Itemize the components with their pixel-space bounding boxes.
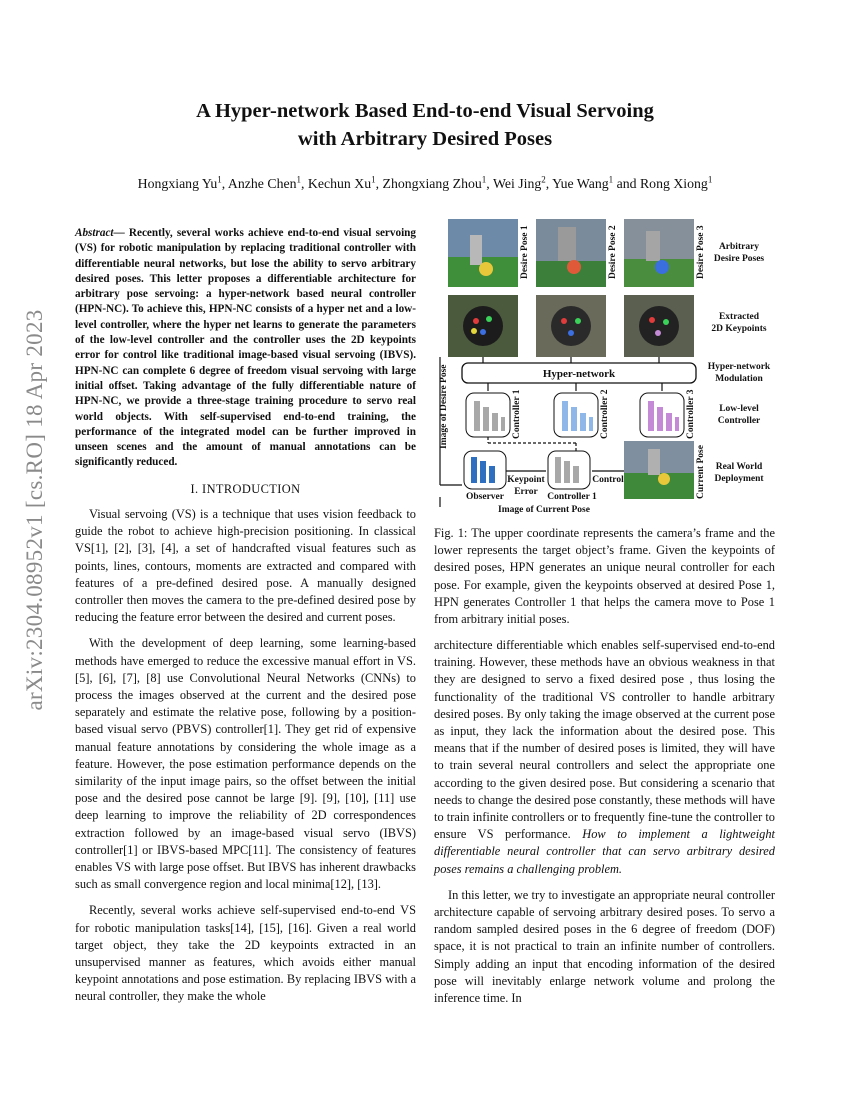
control-label: Control xyxy=(592,475,624,485)
lowlevel-label-2: Controller xyxy=(717,416,761,426)
error-label: Error xyxy=(514,487,538,497)
image-of-desire-pose-label: Image of Desire Pose xyxy=(439,364,449,449)
author: Kechun Xu$^1$, xyxy=(307,174,383,191)
desire-pose-1-label: Desire Pose 1 xyxy=(520,225,530,279)
section-heading: I. INTRODUCTION xyxy=(190,481,301,496)
controller-1-bottom-icon xyxy=(548,451,590,489)
abstract-label: Abstract xyxy=(75,227,114,239)
keypoints-photo-2 xyxy=(536,295,606,357)
paper-title xyxy=(75,97,775,153)
title-line-2: with Arbitrary Desired Poses xyxy=(297,128,553,150)
extracted-label-2: 2D Keypoints xyxy=(711,324,767,334)
hypernetwork-label: Hyper-network xyxy=(542,368,616,380)
author: Wei Jing$^2$, xyxy=(492,174,553,191)
hn-mod-label-2: Modulation xyxy=(715,374,763,384)
figure-caption: Fig. 1: The upper coordinate represents the camera’s frame and the lower represents the target object’s frame. Given the keypoints of desired poses, HPN generates an unique neural controller for each pose. For example, given the keypoints observed at desired Pose 1, HPN generates Controller 1 that helps the camera move to Pose 1 from arbitrary initial poses. xyxy=(434,526,775,627)
hn-mod-label: Hyper-network xyxy=(707,362,771,372)
arxiv-stamp xyxy=(12,290,58,730)
left-column xyxy=(75,226,416,1015)
desire-pose-3-photo xyxy=(624,219,694,287)
title-line-1: A Hyper-network Based End-to-end Visual Servoing xyxy=(196,100,654,122)
author: Zhongxiang Zhou$^1$, xyxy=(382,174,493,191)
paragraph: architecture differentiable which enables self-supervised end-to-end training. However, these methods have an obvious weakness in that they are designed to servo a fixed desired pose , thus losing the functionality of the traditional VS controller to handle arbitrary desired poses. By only taking the image observed at the current pose as input, they lack the information about the desired pose. This means that if the number of desired poses is limited, they will have to train several neural controllers and select the appropriate one according to the given desired pose. But considering a scenario that needs to change the desired pose constantly, these methods will have to train infinite controllers or to frequently fine-tune the controller to ensure VS performance. How to implement a lightweight differentiable neural controller that can servo arbitrary desired poses remains a challenging problem. xyxy=(434,638,775,876)
controller-3-icon xyxy=(640,393,684,437)
author: Rong Xiong$^1$ xyxy=(639,174,713,191)
real-world-label-2: Deployment xyxy=(714,474,764,484)
desire-pose-3-label: Desire Pose 3 xyxy=(696,225,706,279)
keypoints-photo-1 xyxy=(448,295,518,357)
observer-icon xyxy=(464,451,506,489)
author: Hongxiang Yu$^1$, xyxy=(137,174,228,191)
author-list xyxy=(75,174,775,192)
paragraph: Recently, several works achieve self-supervised end-to-end VS for robotic manipulation tasks[14], [15], [16]. Given a real world target object, they take the 2D keypoints extracted in an unsupervised manner as features, which avoids either manual keypoint annotations and pose estimation. By replacing IBVS with a neural controller, they make the whole xyxy=(75,903,416,1004)
paragraph: Visual servoing (VS) is a technique that uses vision feedback to guide the robot to achieve high-precision positioning. In classical VS[1], [2], [3], [4], a set of handcrafted visual features such as points, lines, contours, moments are extracted and compared with features of a pre-defined desired pose. A manually designed controller then moves the camera to the pre-defined desired pose by reducing the feature error between the desired and current poses. xyxy=(75,506,416,625)
arxiv-stamp-text: arXiv:2304.08952v1 [cs.RO] 18 Apr 2023 xyxy=(22,309,47,711)
abstract xyxy=(75,226,416,471)
arbitrary-label-2: Desire Poses xyxy=(713,254,765,264)
controller-2-label: Controller 2 xyxy=(600,389,610,439)
italic-emphasis: How to implement a lightweight differentiable neural controller that can servo arbitrary desired poses remains a challenging problem. xyxy=(434,827,775,876)
abstract-text: — Recently, several works achieve end-to-end visual servoing (VS) for robotic manipulation by replacing traditional controller with differentiable neural networks, but lose the ability to servo arbitrary desired poses. This letter proposes a differentiable architecture for arbitrary pose servoing: a hyper-network based neural controller (HPN-NC). To achieve this, HPN-NC consists of a hyper net and a low-level controller, where the hyper net learns to generate the parameters of the low-level controller and the controller uses the 2D keypoints error for control like traditional image-based visual servoing (IBVS). HPN-NC can complete 6 degree of freedom visual servoing with large initial offset. Taking advantage of the fully differentiable nature of HPN-NC, we provide a three-stage training procedure to servo real world objects. With self-supervised end-to-end training, the performance of the integrated model can be further improved in unseen scenes and the amount of manual annotations can be significantly reduced. xyxy=(75,227,416,469)
observer-label: Observer xyxy=(466,492,504,502)
author: Yue Wang$^1$ and xyxy=(552,174,640,191)
controller-1-label: Controller 1 xyxy=(512,389,522,439)
paragraph: In this letter, we try to investigate an appropriate neural controller architecture capable of servoing arbitrary desired poses. To servo a random sampled desired poses in the 6 degree of freedom (DOF) space, it is not practical to train an infinite number of controllers. Simply adding an input that encoding information of the desired pose will inevitably enlarge network volume and prolong the inference time. In xyxy=(434,887,775,1006)
current-pose-photo xyxy=(624,441,694,499)
author: Anzhe Chen$^1$, xyxy=(227,174,308,191)
paragraph: With the development of deep learning, some learning-based methods have emerged to reduce the excessive manual effort in VS. [5], [6], [7], [8] use Convolutional Neural Networks (CNNs) to process the images observed at the current and the desired pose separately and estimate the relative pose, following by a position-based visual servo (PBVS) controller[1]. They get rid of expensive manual feature annotations by considering the whole image as a feature. However, the pose estimation performance depends on the similarity of the input image pairs, so the offset between the initial pose and the desired pose cannot be large [9]. [9], [10], [11] use deep learning to improve the reliability of 2D correspondences extraction followed by an image-based visual servo (IBVS) controller[1] or IBVS-based MPC[11]. The consistency of features enables VS with large pose offset. But IBVS has inherent drawbacks such as small convergence region and local minima[12], [13]. xyxy=(75,636,416,892)
keypoints-photo-3 xyxy=(624,295,694,357)
lowlevel-label: Low-level xyxy=(719,404,759,414)
image-of-current-pose-label: Image of Current Pose xyxy=(498,505,590,515)
desire-pose-2-label: Desire Pose 2 xyxy=(608,225,618,279)
controller-2-icon xyxy=(554,393,598,437)
controller-1-icon xyxy=(466,393,510,437)
arbitrary-label: Arbitrary xyxy=(718,242,760,252)
controller-3-label: Controller 3 xyxy=(686,389,696,439)
figure-1 xyxy=(434,217,779,517)
extracted-label: Extracted xyxy=(718,312,760,322)
real-world-label: Real World xyxy=(715,462,763,472)
current-pose-label: Current Pose xyxy=(696,445,706,499)
desire-pose-2-photo xyxy=(536,219,606,287)
desire-pose-1-photo xyxy=(448,219,518,287)
controller-1-bottom-label: Controller 1 xyxy=(547,492,597,502)
keypoint-label: Keypoint xyxy=(507,475,545,485)
right-column xyxy=(434,637,775,1016)
